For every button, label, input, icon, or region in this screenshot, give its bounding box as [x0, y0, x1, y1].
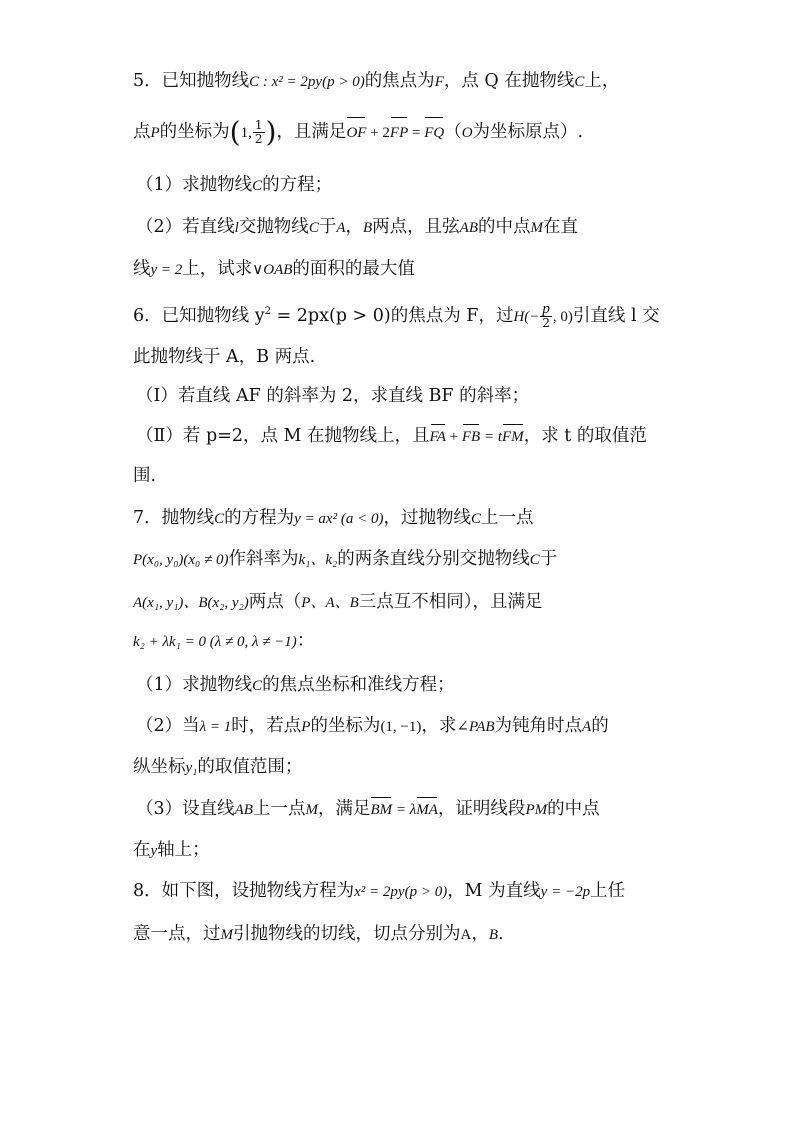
text: 的面积的最大值 [292, 259, 415, 279]
symbol: A [582, 719, 592, 735]
vector: FQ [424, 115, 444, 151]
q7-part-2 [136, 711, 676, 742]
text: 纵坐标 [133, 757, 186, 777]
text: （ [444, 122, 462, 142]
symbol: AB [234, 802, 253, 818]
exponent: 2 [264, 306, 271, 317]
symbol: A [336, 220, 346, 236]
text: 围. [133, 466, 157, 486]
text: = 2px(p > 0)的焦点为 F，过 [270, 305, 514, 326]
formula: x² = 2py(p > 0) [354, 884, 448, 900]
symbol: M [530, 220, 543, 236]
symbol: P [301, 719, 311, 735]
text: 的焦点为 [364, 71, 435, 91]
text: 引直线 l 交 [572, 305, 660, 326]
paren-left: ( [229, 115, 241, 149]
q7-line-3 [133, 587, 676, 618]
text: ： [296, 631, 315, 651]
text: （1）求抛物线 [136, 675, 253, 695]
operator: + 2 [366, 125, 390, 141]
symbol: M [220, 927, 233, 943]
q8-line-2 [133, 919, 676, 950]
operator: = t [480, 429, 503, 445]
q5-part-1 [136, 170, 676, 201]
text: ，求 [421, 716, 457, 736]
symbol: B [488, 927, 499, 943]
q7-line-6 [133, 835, 676, 866]
vector: FB [462, 422, 480, 452]
formula: ∠PAB [456, 719, 495, 735]
text: 点 [133, 122, 151, 142]
text: 8．如下图，设抛物线方程为 [133, 881, 355, 901]
text: （2）当 [136, 716, 200, 736]
text: 意一点，过 [133, 924, 221, 944]
text: . [498, 924, 504, 944]
formula: y = ax² (a < 0) [294, 511, 384, 527]
text: ，M 为直线 [447, 881, 541, 901]
text: 的焦点坐标和准线方程； [262, 675, 455, 695]
fraction [540, 300, 552, 330]
text: 引抛物线的切线，切点分别为 [233, 924, 461, 944]
text: 在 [133, 840, 151, 860]
q7-line-5 [133, 752, 676, 783]
text: 此抛物线于 A，B 两点. [133, 347, 316, 367]
formula: k₂ + λk₁ = 0 (λ ≠ 0, λ ≠ −1) [133, 634, 297, 650]
text: 交抛物线 [238, 217, 309, 237]
text: 三点互不相同），且满足 [358, 592, 543, 612]
numerator: 1 [254, 118, 263, 132]
text: 两点（ [248, 592, 302, 612]
text: 上， [584, 71, 620, 91]
operator: = λ [392, 802, 417, 818]
text: 于 [318, 217, 337, 237]
symbol: A [460, 927, 472, 943]
number: 1, [240, 125, 252, 141]
symbol: C [308, 220, 319, 236]
text: 作斜率为 [228, 549, 299, 569]
formula: y = −2p [540, 884, 591, 900]
numerator: p [542, 300, 550, 317]
text: 的取值范围； [197, 757, 303, 777]
symbol: P [150, 125, 160, 141]
symbol: y [150, 843, 158, 859]
text: （3）设直线 [136, 799, 235, 819]
text: 两点，且弦 [372, 217, 460, 237]
text: 的 [591, 716, 609, 736]
formula: , 0) [552, 308, 573, 325]
formula: A(x₁, y₁)、B(x₂, y₂) [133, 595, 249, 611]
formula: H(− [513, 308, 540, 325]
q7-line-1 [133, 503, 676, 534]
text: （2）若直线 [136, 217, 235, 237]
symbol: PM [525, 802, 548, 818]
vector: FM [502, 422, 524, 452]
text: ，满足 [317, 799, 371, 819]
q6-part-1 [136, 381, 676, 411]
text: ，点 Q 在抛物线 [443, 71, 575, 91]
formula: P、A、B [301, 595, 359, 611]
text: 的坐标为 [159, 122, 230, 142]
symbol: C [214, 511, 225, 527]
formula: y = 2 [150, 262, 183, 278]
symbol: C [574, 74, 585, 90]
vector: FP [390, 115, 408, 151]
formula: ∨OAB [252, 262, 293, 278]
formula: P(x₀, y₀)(x₀ ≠ 0) [133, 552, 229, 568]
symbol: l [234, 220, 239, 236]
text: 上一点 [480, 508, 534, 528]
text: ，证明线段 [437, 799, 526, 819]
symbol: C [252, 178, 263, 194]
text: ，求 t 的取值范 [523, 426, 647, 446]
q6-part-2 [136, 421, 676, 452]
text: 的方程为 [224, 508, 295, 528]
text: 轴上； [157, 840, 210, 860]
text: 的坐标为 [310, 716, 381, 736]
symbol: O [461, 125, 473, 141]
operator: + [445, 429, 462, 445]
text: 5．已知抛物线 [133, 71, 250, 91]
text: （1）求抛物线 [136, 175, 253, 195]
vector: OF [346, 115, 366, 151]
q7-part-1 [136, 670, 676, 701]
text: ，过抛物线 [383, 508, 471, 528]
symbol: B [363, 220, 373, 236]
q7-line-4 [133, 626, 676, 657]
text: 7．抛物线 [133, 508, 215, 528]
text: 时，若点 [231, 716, 302, 736]
text: ， [345, 217, 363, 237]
text: （Ⅰ）若直线 AF 的斜率为 2，求直线 BF 的斜率； [136, 386, 530, 406]
text: 的两条直线分别交抛物线 [337, 549, 530, 569]
text: 为钝角时点 [494, 716, 583, 736]
text: 上任 [590, 881, 626, 901]
paren-right: ) [265, 115, 277, 149]
formula: λ = 1 [199, 719, 232, 735]
q6-line-3 [133, 461, 676, 491]
q5-line-1 [133, 66, 676, 97]
symbol: C [529, 552, 540, 568]
symbol: C [470, 511, 481, 527]
q5-line-2 [133, 114, 676, 151]
q5-line-3 [133, 254, 676, 285]
q6-line-1 [133, 294, 676, 335]
symbol: M [305, 802, 318, 818]
q5-part-2 [136, 212, 676, 243]
text: 于 [539, 549, 558, 569]
formula: (1, −1) [380, 719, 422, 735]
text: 的方程； [262, 175, 333, 195]
q7-line-2 [133, 544, 676, 575]
text: ，且满足 [276, 122, 347, 142]
text: 在直 [543, 217, 578, 237]
q6-line-2 [133, 342, 676, 372]
fraction [253, 119, 265, 146]
text: 的中点 [478, 217, 531, 237]
vector: MA [416, 795, 438, 825]
text: 为坐标原点）. [472, 122, 584, 142]
q7-part-3 [136, 794, 676, 825]
vector: FA [430, 422, 446, 452]
symbol: F [434, 74, 444, 90]
text: 6．已知抛物线 y [133, 305, 265, 326]
denominator: 2 [254, 132, 263, 146]
symbol: AB [459, 220, 478, 236]
text: 上，试求 [182, 259, 253, 279]
formula: y₁ [185, 760, 198, 776]
text: 线 [133, 259, 151, 279]
text: ， [471, 924, 489, 944]
formula: C : x² = 2py(p > 0) [249, 74, 365, 90]
operator: = [408, 125, 425, 141]
denominator: 2 [542, 315, 550, 330]
formula: k₁、k₂ [298, 552, 338, 568]
symbol: C [252, 678, 263, 694]
text: 上一点 [252, 799, 306, 819]
vector: BM [370, 795, 392, 825]
text: 的中点 [547, 799, 600, 819]
q8-line-1 [133, 876, 676, 907]
text: （Ⅱ）若 p=2，点 M 在抛物线上，且 [136, 426, 430, 446]
